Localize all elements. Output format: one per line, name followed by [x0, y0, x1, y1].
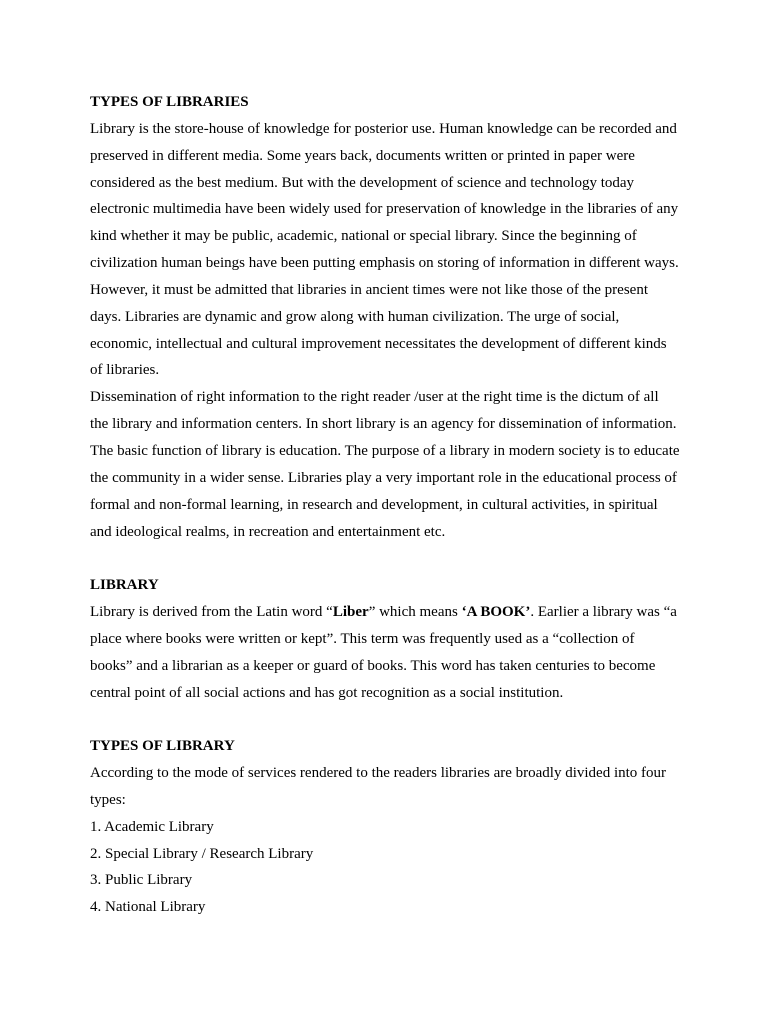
spacer: [90, 545, 680, 572]
list-item: 2. Special Library / Research Library: [90, 845, 314, 862]
list-item: 3. Public Library: [90, 872, 193, 889]
text-run: . Earlier a library was “a place where books were written or kept”. This term was frequently used as a “collection of books” and a librarian as a keeper or guard of books. This word has taken centuries to become central point of all social actions and has got recognition as a social institution.: [90, 604, 677, 701]
text-run: ” which means: [368, 604, 462, 621]
text-run: Library is derived from the Latin word “: [90, 604, 333, 621]
list-item: 1. Academic Library: [90, 818, 214, 835]
body-paragraph: Dissemination of right information to the right reader /user at the right time is the dictum of all the library and information centers. In short library is an agency for dissemination of information. The basic function of library is education. The purpose of a library in modern society is to educate the community in a wider sense. Libraries play a very important role in the educational process of formal and non-formal learning, in research and development, in cultural activities, in spiritual and ideological realms, in recreation and entertainment etc.: [90, 389, 680, 540]
bold-term-liber: Liber: [332, 604, 369, 621]
body-paragraph-intro: According to the mode of services rendered to the readers libraries are broadly divided into four types:: [90, 765, 667, 808]
bold-term-a-book: ‘A BOOK’: [461, 604, 531, 621]
list-item: 4. National Library: [90, 899, 206, 916]
document-page: [90, 89, 680, 921]
section-heading-library: LIBRARY: [90, 577, 159, 594]
section-heading-types-of-library: TYPES OF LIBRARY: [90, 738, 235, 755]
body-paragraph-etymology: [90, 599, 680, 706]
spacer: [90, 706, 680, 733]
section-heading-types-of-libraries: TYPES OF LIBRARIES: [90, 94, 249, 110]
body-paragraph: Library is the store-house of knowledge for posterior use. Human knowledge can be recorded and preserved in different media. Some years back, documents written or printed in paper were considered as the best medium. But with the development of science and technology today electronic multimedia have been widely used for preservation of knowledge in the libraries of any kind whether it may be public, academic, national or special library. Since the beginning of civilization human beings have been putting emphasis on storing of information in different ways. However, it must be admitted that libraries in ancient times were not like those of the present days. Libraries are dynamic and grow along with human civilization. The urge of social, economic, intellectual and cultural improvement necessitates the development of different kinds of libraries.: [90, 120, 679, 379]
